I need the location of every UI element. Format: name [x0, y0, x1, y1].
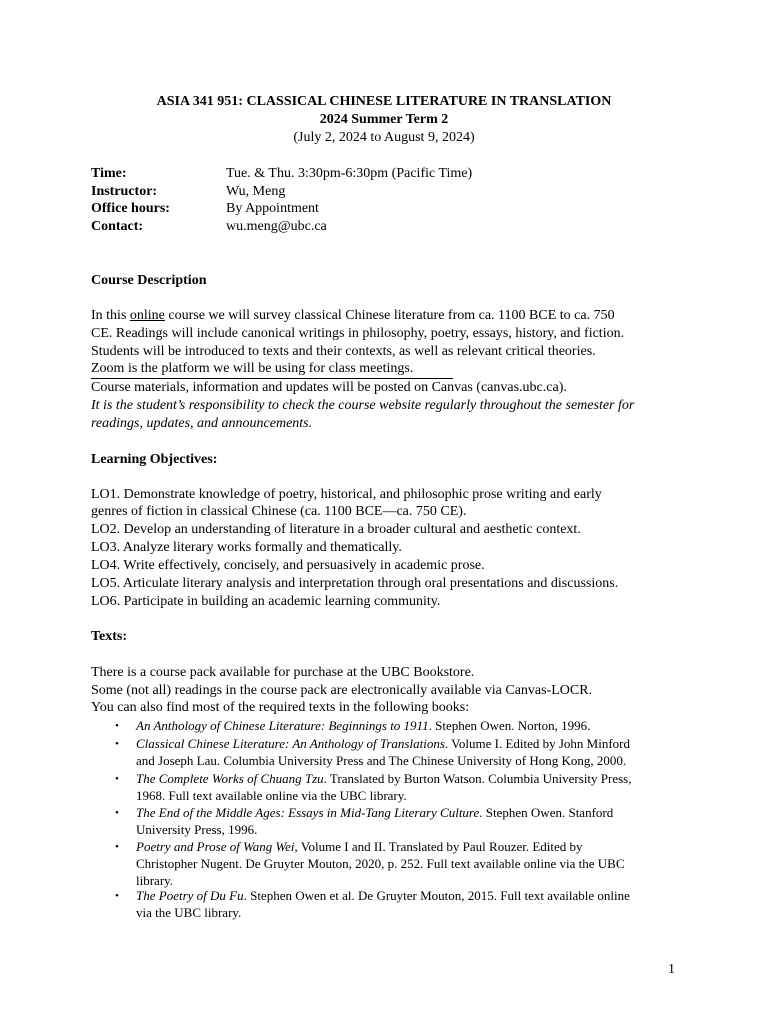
info-label-office-hours: Office hours:	[91, 201, 170, 216]
bullet-icon: •	[115, 773, 119, 785]
description-line-4: Zoom is the platform we will be using for class meetings.	[91, 361, 414, 376]
info-value-instructor: Wu, Meng	[226, 184, 286, 199]
bullet-icon: •	[115, 841, 119, 853]
online-underlined: online	[129, 308, 165, 323]
objective-lo3: LO3. Analyze literary works formally and thematically.	[91, 540, 402, 555]
book-line-cont: Christopher Nugent. De Gruyter Mouton, 2020, p. 252. Full text available online via the UBC	[136, 856, 625, 871]
book-title: An Anthology of Chinese Literature: Beginnings to 1911	[136, 718, 429, 733]
book-line: Classical Chinese Literature: An Anthology of Translations. Volume I. Edited by John Minford	[136, 736, 631, 751]
bullet-icon: •	[115, 890, 119, 902]
description-line-5: Course materials, information and updates will be posted on Canvas (canvas.ubc.ca).	[91, 380, 567, 395]
book-line: The Complete Works of Chuang Tzu. Translated by Burton Watson. Columbia University Press,	[136, 771, 632, 786]
objective-lo1-a: LO1. Demonstrate knowledge of poetry, historical, and philosophic prose writing and early	[91, 487, 602, 502]
texts-paragraph-3: You can also find most of the required texts in the following books:	[91, 700, 470, 715]
objective-lo5: LO5. Articulate literary analysis and interpretation through oral presentations and discussions.	[91, 576, 619, 591]
book-line: Poetry and Prose of Wang Wei, Volume I and II. Translated by Paul Rouzer. Edited by	[136, 839, 583, 854]
texts-paragraph-1: There is a course pack available for purchase at the UBC Bookstore.	[91, 665, 475, 680]
description-line-6: It is the student’s responsibility to check the course website regularly throughout the semester for	[91, 398, 635, 413]
info-label-contact: Contact:	[91, 219, 144, 234]
book-title: Poetry and Prose of Wang Wei	[136, 839, 295, 854]
info-value-office-hours: By Appointment	[226, 201, 319, 216]
book-line-cont: library.	[136, 873, 174, 888]
book-title: The Poetry of Du Fu	[136, 888, 244, 903]
bullet-icon: •	[115, 720, 119, 732]
book-line-cont: via the UBC library.	[136, 905, 242, 920]
book-line-cont: University Press, 1996.	[136, 822, 258, 837]
course-term: 2024 Summer Term 2	[319, 112, 449, 127]
description-line-7: readings, updates, and announcements.	[91, 416, 313, 431]
objective-lo6: LO6. Participate in building an academic learning community.	[91, 594, 441, 609]
description-line-3: Students will be introduced to texts and their contexts, as well as relevant critical theories.	[91, 344, 596, 359]
book-line: The Poetry of Du Fu. Stephen Owen et al. De Gruyter Mouton, 2015. Full text available online	[136, 888, 630, 903]
texts-paragraph-2: Some (not all) readings in the course pack are electronically available via Canvas-LOCR.	[91, 683, 593, 698]
description-line-1: In this online course we will survey classical Chinese literature from ca. 1100 BCE to ca. 750	[91, 308, 615, 323]
info-value-time: Tue. & Thu. 3:30pm-6:30pm (Pacific Time)	[226, 166, 473, 181]
objective-lo2: LO2. Develop an understanding of literature in a broader cultural and aesthetic context.	[91, 522, 581, 537]
objective-lo1-b: genres of fiction in classical Chinese (ca. 1100 BCE—ca. 750 CE).	[91, 504, 467, 519]
description-heading: Course Description	[91, 273, 207, 288]
book-line-cont: 1968. Full text available online via the UBC library.	[136, 788, 407, 803]
page-number: 1	[668, 962, 675, 977]
description-line-2: CE. Readings will include canonical writings in philosophy, poetry, essays, history, and fiction.	[91, 326, 625, 341]
objective-lo4: LO4. Write effectively, concisely, and persuasively in academic prose.	[91, 558, 485, 573]
book-line: An Anthology of Chinese Literature: Beginnings to 1911. Stephen Owen. Norton, 1996.	[136, 718, 591, 733]
info-label-time: Time:	[91, 166, 127, 181]
bullet-icon: •	[115, 807, 119, 819]
course-title: ASIA 341 951: CLASSICAL CHINESE LITERATURE IN TRANSLATION	[156, 94, 612, 109]
book-title: Classical Chinese Literature: An Anthology of Translations	[136, 736, 445, 751]
bullet-icon: •	[115, 738, 119, 750]
course-dates: (July 2, 2024 to August 9, 2024)	[293, 130, 475, 145]
book-line: The End of the Middle Ages: Essays in Mid-Tang Literary Culture. Stephen Owen. Stanford	[136, 805, 614, 820]
texts-heading: Texts:	[91, 629, 128, 644]
book-line-cont: and Joseph Lau. Columbia University Press and The Chinese University of Hong Kong, 2000.	[136, 753, 627, 768]
info-label-instructor: Instructor:	[91, 184, 158, 199]
book-title: The End of the Middle Ages: Essays in Mid-Tang Literary Culture	[136, 805, 480, 820]
book-title: The Complete Works of Chuang Tzu	[136, 771, 324, 786]
info-value-contact: wu.meng@ubc.ca	[226, 219, 327, 234]
objectives-heading: Learning Objectives:	[91, 452, 218, 467]
